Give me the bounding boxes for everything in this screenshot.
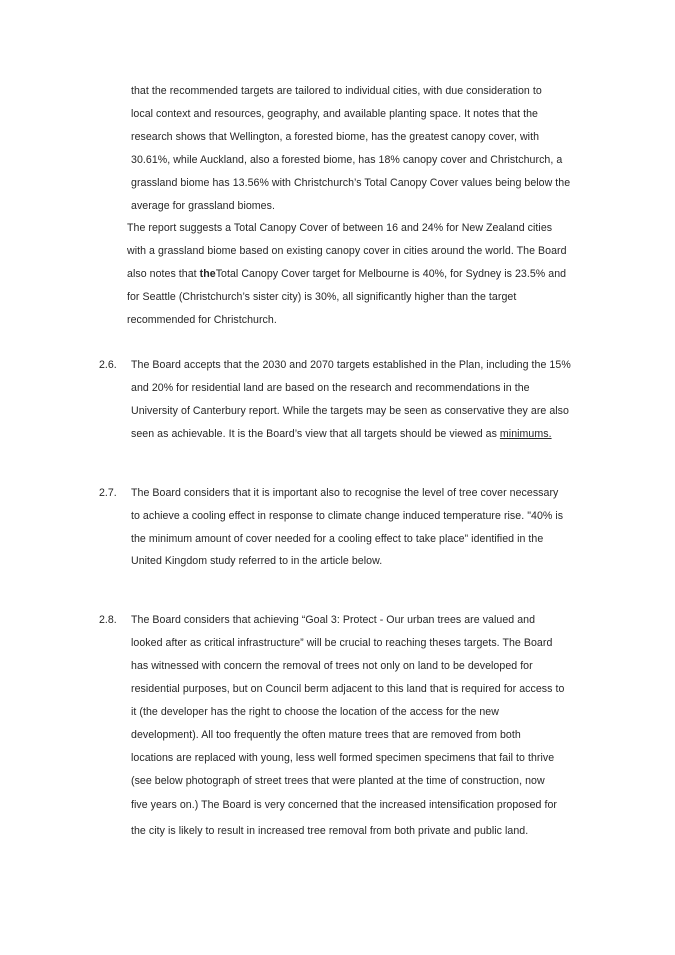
paragraph-line: The report suggests a Total Canopy Cover of between 16 and 24% for New Zealand cities bbox=[127, 222, 553, 234]
paragraph-line bbox=[131, 427, 552, 441]
paragraph-line: development). All too frequently the often mature trees that are removed from both bbox=[131, 729, 521, 741]
section-number: 2.7. bbox=[99, 487, 117, 499]
paragraph-line: local context and resources, geography, and available planting space. It notes that the bbox=[131, 108, 538, 120]
paragraph-line: it (the developer has the right to choose the location of the access for the new bbox=[131, 706, 499, 718]
paragraph-line: the city is likely to result in increased tree removal from both private and public land. bbox=[131, 825, 529, 837]
paragraph-line: recommended for Christchurch. bbox=[127, 314, 277, 326]
paragraph-line: that the recommended targets are tailored to individual cities, with due consideration to bbox=[131, 85, 542, 97]
paragraph-line: looked after as critical infrastructure” will be crucial to reaching theses targets. The Board bbox=[131, 637, 553, 649]
section-number: 2.6. bbox=[99, 359, 117, 371]
paragraph-line: with a grassland biome based on existing canopy cover in cities around the world. The Board bbox=[127, 245, 567, 257]
text-run: seen as achievable. It is the Board’s view that all targets should be viewed as bbox=[131, 428, 500, 440]
paragraph-line: for Seattle (Christchurch’s sister city) is 30%, all significantly higher than the target bbox=[127, 291, 517, 303]
paragraph-line: (see below photograph of street trees that were planted at the time of construction, now bbox=[131, 775, 545, 787]
paragraph-line: the minimum amount of cover needed for a cooling effect to take place” identified in the bbox=[131, 533, 544, 545]
paragraph-line: five years on.) The Board is very concerned that the increased intensification proposed for bbox=[131, 799, 557, 811]
paragraph-line: research shows that Wellington, a forested biome, has the greatest canopy cover, with bbox=[131, 131, 540, 143]
section-number: 2.8. bbox=[99, 614, 117, 626]
paragraph-line: to achieve a cooling effect in response to climate change induced temperature rise. "40% is bbox=[131, 510, 564, 522]
paragraph-line: and 20% for residential land are based on the research and recommendations in the bbox=[131, 382, 530, 394]
bold-text-run: the bbox=[199, 268, 216, 280]
paragraph-line: residential purposes, but on Council berm adjacent to this land that is required for access to bbox=[131, 683, 565, 695]
underlined-text-run: minimums. bbox=[499, 428, 552, 440]
paragraph-line: University of Canterbury report. While the targets may be seen as conservative they are also bbox=[131, 405, 569, 417]
paragraph-line: locations are replaced with young, less well formed specimen specimens that fail to thrive bbox=[131, 752, 555, 764]
paragraph-line: 30.61%, while Auckland, also a forested biome, has 18% canopy cover and Christchurch, a bbox=[131, 154, 563, 166]
text-run: also notes that bbox=[127, 268, 200, 280]
paragraph-line: grassland biome has 13.56% with Christchurch’s Total Canopy Cover values being below the bbox=[131, 177, 571, 189]
paragraph-line: The Board considers that achieving “Goal 3: Protect - Our urban trees are valued and bbox=[131, 614, 536, 626]
paragraph-line: United Kingdom study referred to in the article below. bbox=[131, 555, 383, 567]
text-run: Total Canopy Cover target for Melbourne is 40%, for Sydney is 23.5% and bbox=[215, 268, 567, 280]
paragraph-line: The Board considers that it is important also to recognise the level of tree cover necessary bbox=[131, 487, 559, 499]
paragraph-line: The Board accepts that the 2030 and 2070 targets established in the Plan, including the 15% bbox=[131, 359, 571, 371]
paragraph-line: average for grassland biomes. bbox=[131, 200, 275, 212]
paragraph-line bbox=[127, 267, 566, 281]
paragraph-line: has witnessed with concern the removal of trees not only on land to be developed for bbox=[131, 660, 533, 672]
